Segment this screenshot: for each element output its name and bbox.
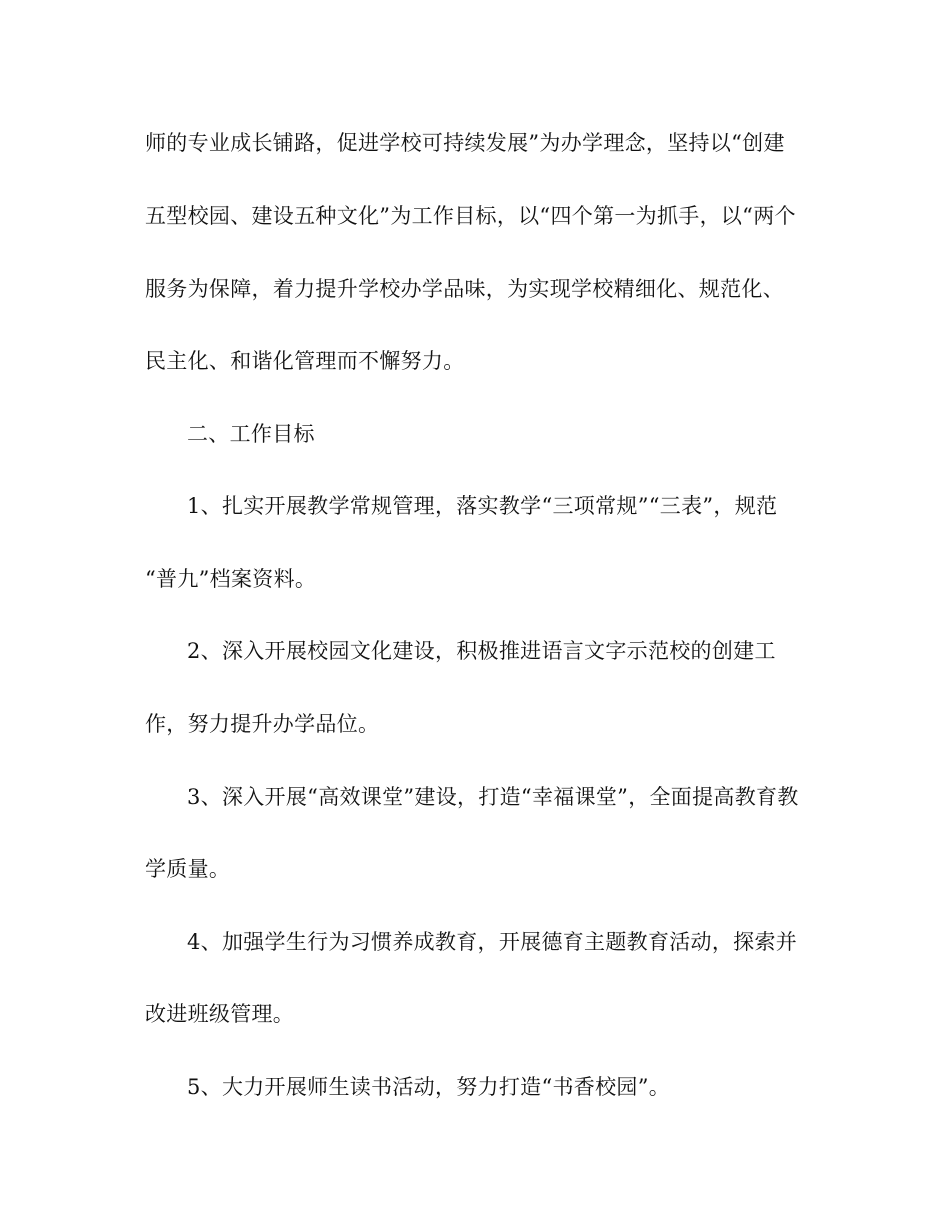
- paragraph-line: 师的专业成长铺路，促进学校可持续发展”为办学理念，坚持以“创建: [145, 131, 785, 155]
- list-item-3-continuation: 学质量。: [145, 857, 231, 881]
- paragraph-line: 五型校园、建设五种文化”为工作目标，以“四个第一为抓手，以“两个: [145, 204, 796, 228]
- section-heading: 二、工作目标: [187, 422, 315, 446]
- list-item-4-line: 4、加强学生行为习惯养成教育，开展德育主题教育活动，探索并: [187, 930, 798, 954]
- paragraph-line: 民主化、和谐化管理而不懈努力。: [145, 349, 465, 373]
- list-item-4-continuation: 改进班级管理。: [145, 1002, 295, 1026]
- list-item-3-line: 3、深入开展“高效课堂”建设，打造“幸福课堂”，全面提高教育教: [187, 785, 799, 809]
- list-item-1-continuation: “普九”档案资料。: [145, 567, 317, 591]
- list-item-5-line: 5、大力开展师生读书活动，努力打造“书香校园”。: [187, 1075, 671, 1099]
- list-item-1-line: 1、扎实开展教学常规管理，落实教学“三项常规”“三表”，规范: [187, 494, 778, 518]
- list-item-2-line: 2、深入开展校园文化建设，积极推进语言文字示范校的创建工: [187, 639, 776, 663]
- list-item-2-continuation: 作，努力提升办学品位。: [145, 712, 380, 736]
- paragraph-line: 服务为保障，着力提升学校办学品味，为实现学校精细化、规范化、: [145, 277, 784, 301]
